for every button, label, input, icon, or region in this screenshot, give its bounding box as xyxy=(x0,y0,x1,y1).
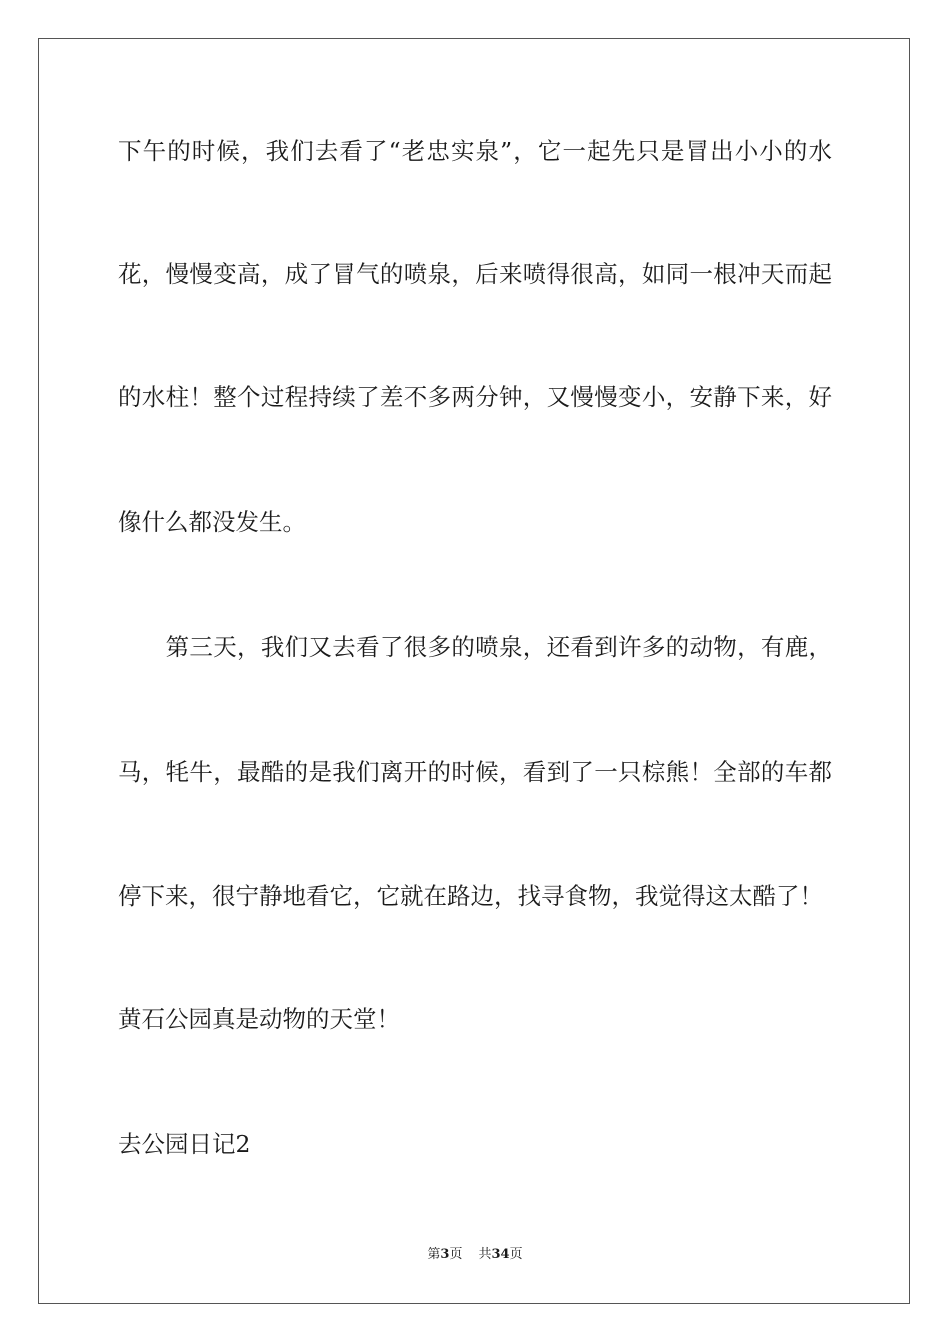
footer-page-current: 3 xyxy=(440,1247,450,1262)
footer-total-prefix: 共 xyxy=(478,1247,492,1262)
section-heading: 去公园日记2 xyxy=(118,1130,251,1158)
body-text-line-8: 黄石公园真是动物的天堂！ xyxy=(118,1005,400,1033)
body-text-line-4: 像什么都没发生。 xyxy=(118,508,306,536)
body-text-line-5: 第三天，我们又去看了很多的喷泉，还看到许多的动物，有鹿， xyxy=(118,633,832,661)
body-text-line-6: 马，牦牛，最酷的是我们离开的时候，看到了一只棕熊！全部的车都 xyxy=(118,758,832,786)
body-text-line-7: 停下来，很宁静地看它，它就在路边，找寻食物，我觉得这太酷了！ xyxy=(118,882,823,910)
footer-total-suffix: 页 xyxy=(509,1247,523,1262)
footer-page-prefix: 第 xyxy=(427,1247,441,1262)
body-text-line-3: 的水柱！整个过程持续了差不多两分钟，又慢慢变小，安静下来，好 xyxy=(118,383,832,411)
footer-page-total: 34 xyxy=(491,1247,510,1262)
footer-page-suffix: 页 xyxy=(449,1247,463,1262)
body-text-line-2: 花，慢慢变高，成了冒气的喷泉，后来喷得很高，如同一根冲天而起 xyxy=(118,260,832,288)
page-border xyxy=(38,38,910,1304)
body-text-line-1: 下午的时候，我们去看了“老忠实泉”，它一起先只是冒出小小的水 xyxy=(118,137,832,165)
page-footer xyxy=(0,1246,950,1264)
